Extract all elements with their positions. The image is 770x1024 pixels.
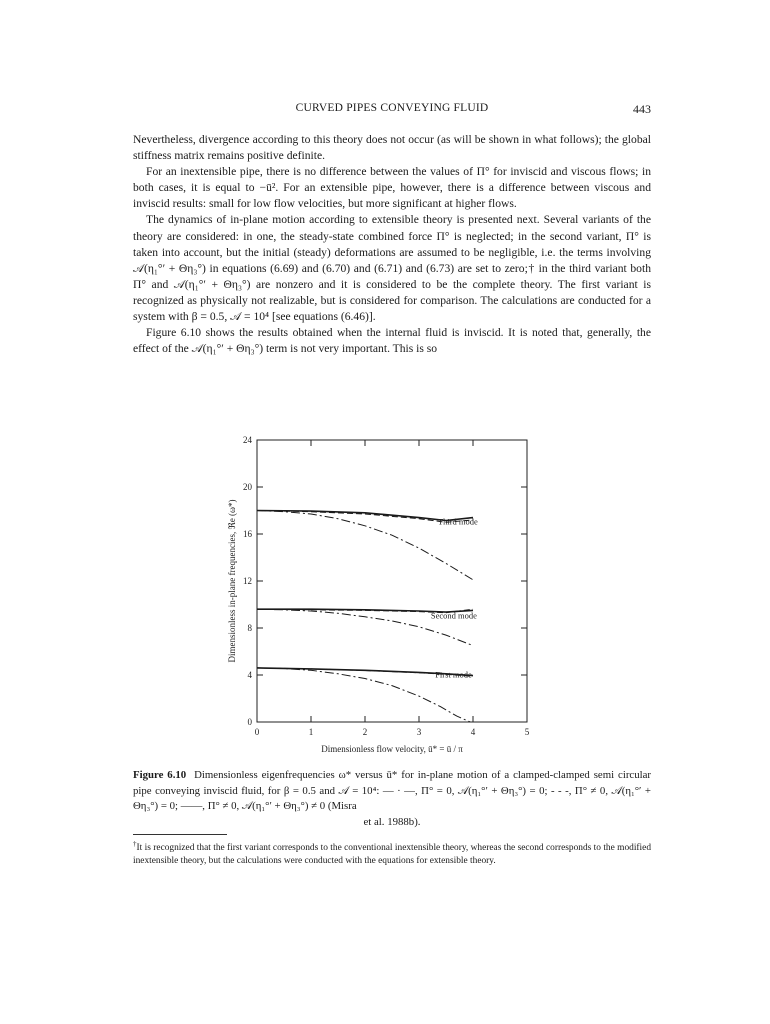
eigenfrequency-chart	[205, 430, 545, 760]
page-header	[133, 102, 651, 118]
paragraph-1: Nevertheless, divergence according to this theory does not occur (as will be shown in what follows); the global stiffness matrix remains positive definite.	[133, 133, 651, 163]
paragraph-3: The dynamics of in-plane motion according to extensible theory is presented next. Several variants of the theory are considered: in one, the steady-state combined force Π° is neglected; in the second variant, Π° is taken into account, but the initial (steady) deformations are assumed to be negligible, i.e. the terms involving 𝒜(η₁°′ + Θη₃°) in equations (6.69) and (6.70) and (6.71) and (6.73) are set to zero;† in the third variant both Π° and 𝒜(η₁°′ + Θη₃°) are nonzero and it is considered to be the complete theory. The first variant is recognized as physically not realizable, but is considered for comparison. The calculations are conducted for a system with β = 0.5, 𝒜 = 10⁴ [see equations (6.46)].	[133, 213, 651, 324]
mode-annotation: Third mode	[437, 516, 478, 527]
paragraph-2: For an inextensible pipe, there is no difference between the values of Π° for inviscid and viscous flows; in both cases, it is equal to −ū². For an extensible pipe, however, there is a difference between viscous and inviscid results: small for low flow velocities, but more significant at higher flows.	[133, 165, 651, 211]
footnote-mark: †	[133, 840, 137, 848]
mode-annotation: Second mode	[430, 610, 477, 621]
mode-annotation: First mode	[435, 669, 472, 680]
caption-label: Figure 6.10	[133, 769, 187, 781]
y-tick-label: 8	[247, 623, 252, 633]
running-head: CURVED PIPES CONVEYING FLUID	[295, 102, 489, 114]
paragraph-4: Figure 6.10 shows the results obtained when the internal fluid is inviscid. It is noted that, generally, the effect of the 𝒜(η₁°′ + Θη₃°) term is not very important. This is so	[133, 326, 651, 356]
x-tick-label: 5	[524, 727, 530, 737]
x-tick-label: 4	[470, 727, 476, 737]
footnote-rule	[133, 834, 227, 835]
caption-text: Dimensionless eigenfrequencies ω* versus ū* for in-plane motion of a clamped-clamped semi circular pipe conveying inviscid fluid, for β = 0.5 and 𝒜 = 10⁴: — · —, Π° = 0, 𝒜(η₁°′ + Θη₃°) = 0; - - -, Π° ≠ 0, 𝒜(η₁°′ + Θη₃°) = 0; ——, Π° ≠ 0, 𝒜(η₁°′ + Θη₃°) ≠ 0 (Misra	[133, 769, 651, 813]
footnote-text: It is recognized that the first variant corresponds to the conventional inextensible theory, whereas the second corresponds to the modified inextensible theory, but the calculations were conducted with the equations for extensible theory.	[133, 843, 652, 866]
y-tick-label: 20	[243, 482, 252, 492]
caption-citation: et al. 1988b).	[363, 815, 421, 828]
page-number: 443	[633, 102, 651, 116]
y-tick-label: 16	[243, 529, 252, 539]
footnote	[133, 838, 651, 867]
y-tick-label: 24	[243, 435, 252, 445]
x-tick-label: 0	[254, 727, 260, 737]
body-text	[133, 132, 651, 357]
y-tick-label: 12	[243, 576, 252, 586]
y-tick-label: 4	[247, 670, 252, 680]
y-axis-label: Dimensionless in-plane frequencies, ℜe (ω*)	[227, 499, 237, 663]
x-tick-label: 2	[362, 727, 368, 737]
x-tick-label: 3	[416, 727, 422, 737]
figure-caption	[133, 768, 651, 830]
plot-frame	[257, 440, 527, 722]
x-tick-label: 1	[308, 727, 314, 737]
x-axis-label: Dimensionless flow velocity, ū* = ū / π	[321, 744, 463, 754]
y-tick-label: 0	[247, 717, 252, 727]
figure-6-10	[205, 430, 545, 760]
